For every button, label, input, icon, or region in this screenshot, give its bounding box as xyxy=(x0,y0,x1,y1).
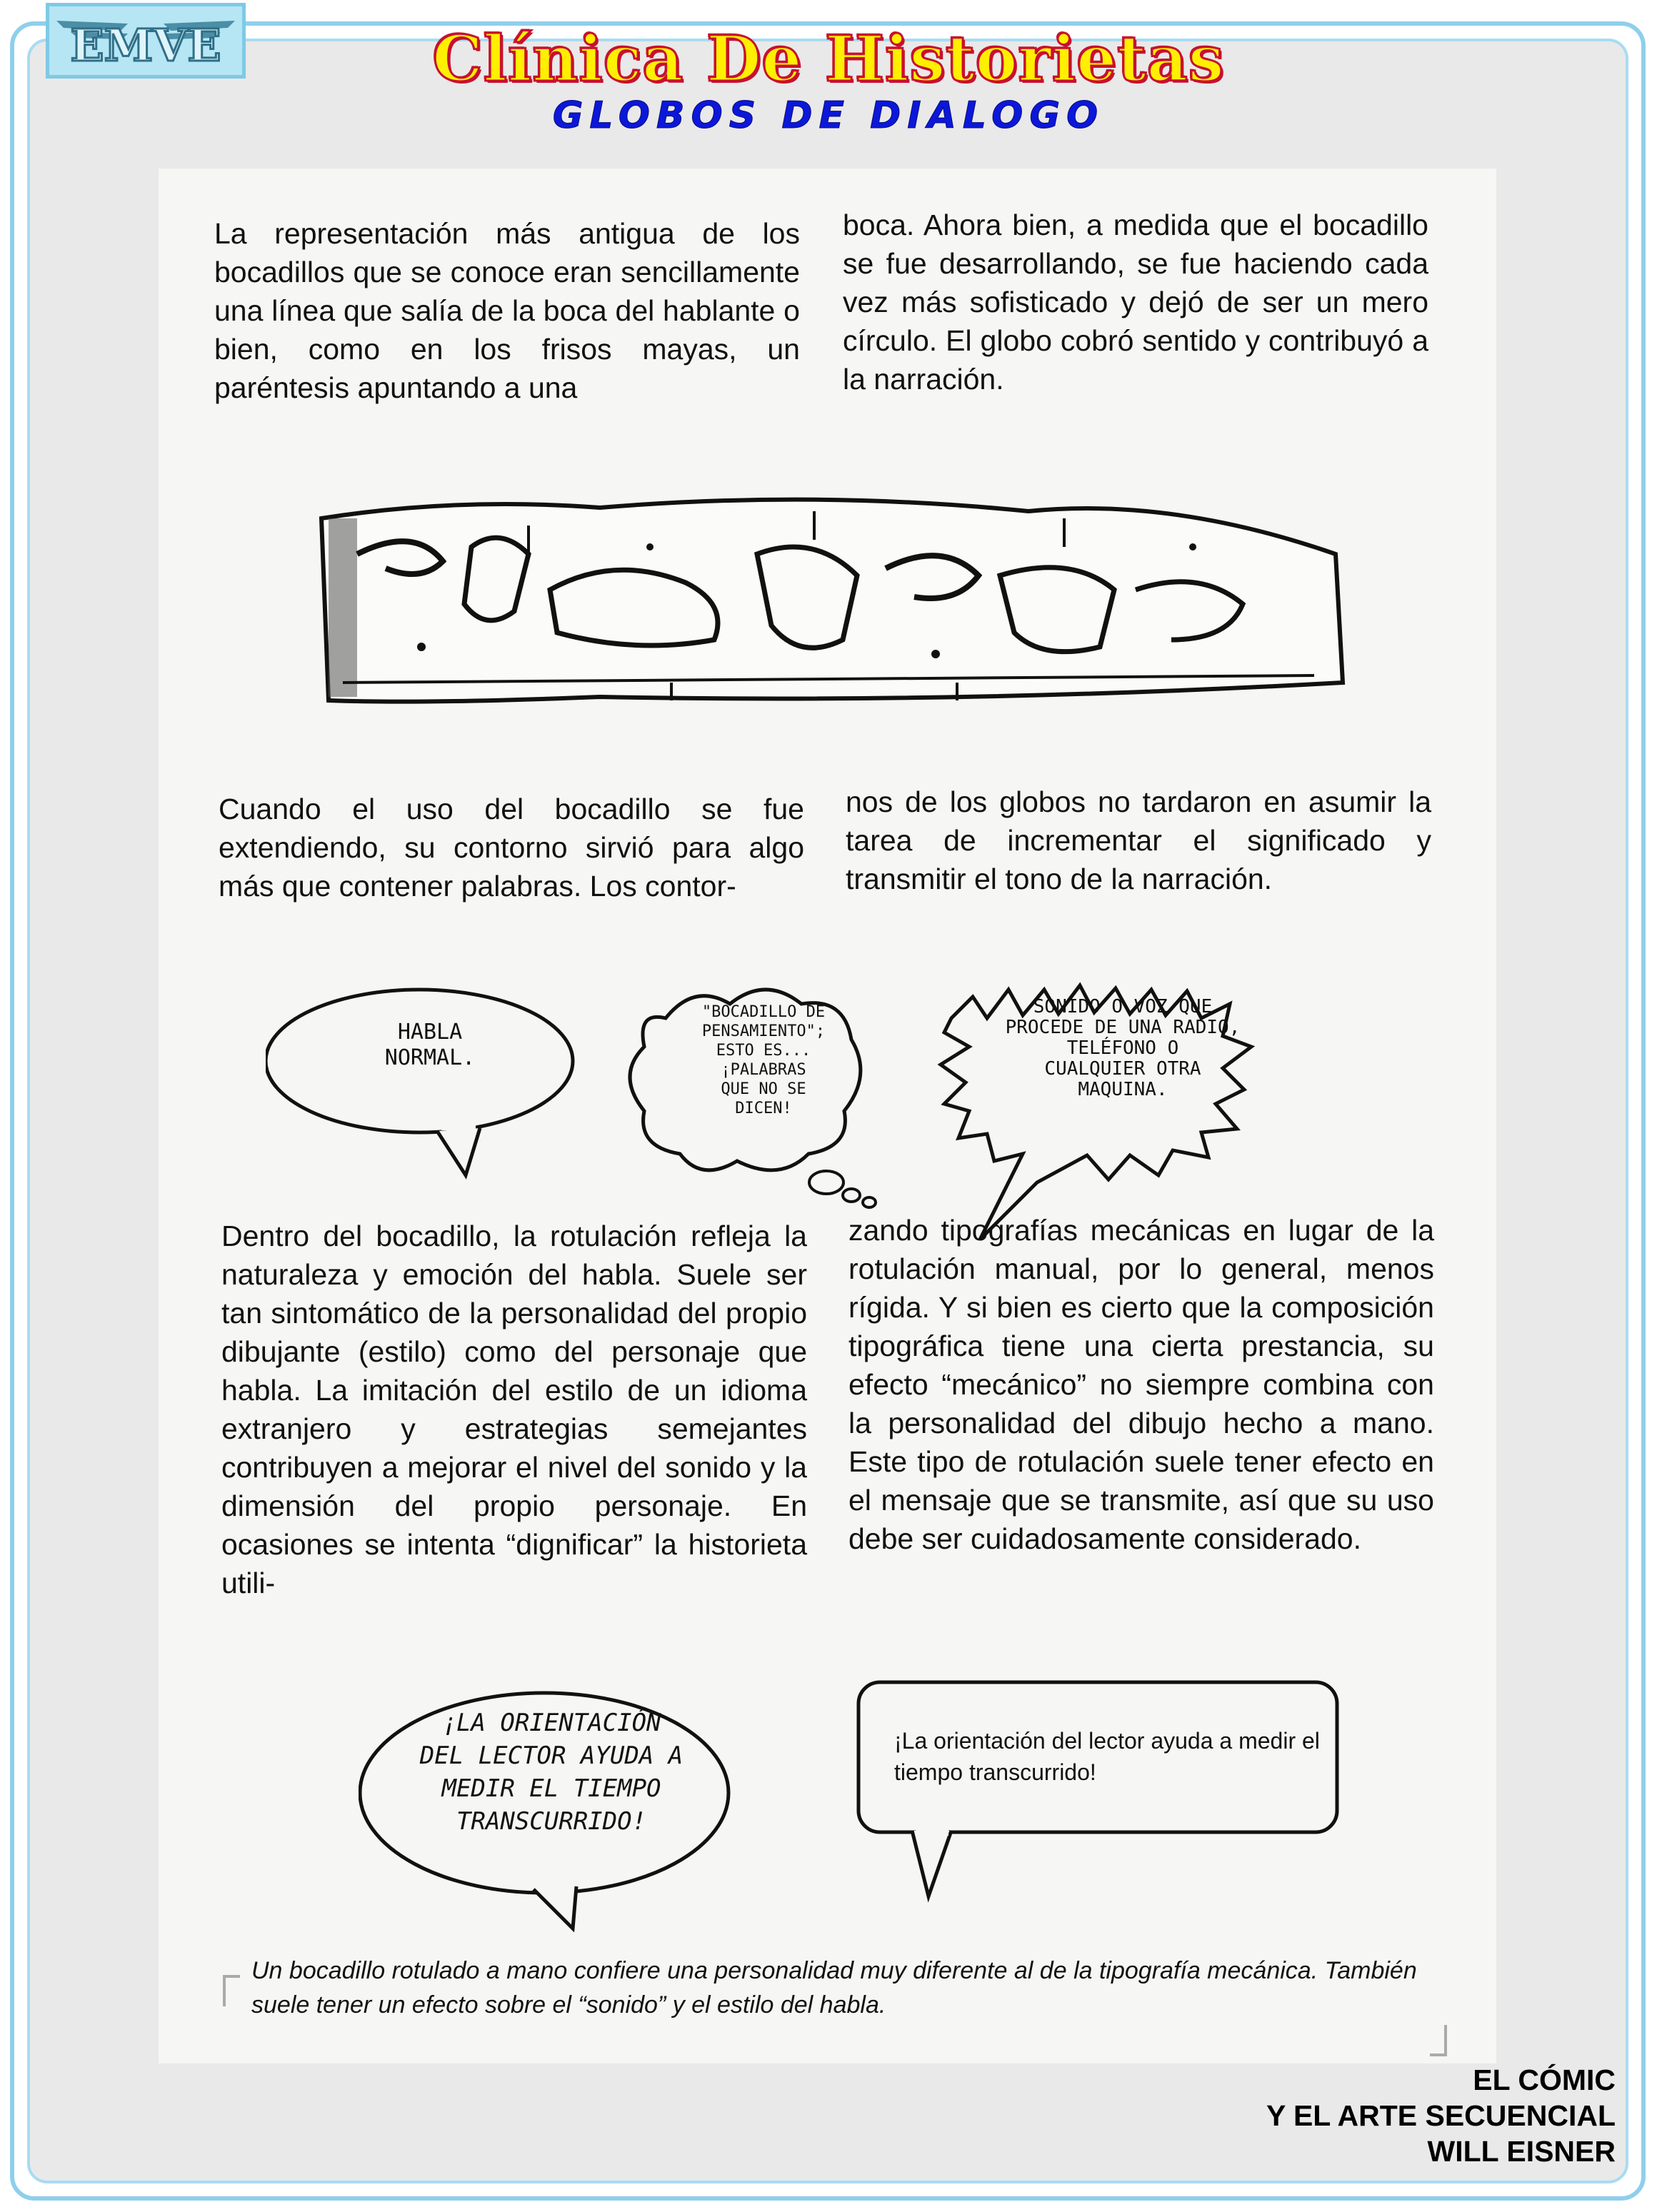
thought-balloon-text: "BOCADILLO DE PENSAMIENTO"; ESTO ES... ¡PALABRAS QUE NO SE DICEN! xyxy=(701,1003,826,1117)
typeset-balloon xyxy=(858,1682,1337,1896)
normal-balloon-text: HABLA NORMAL. xyxy=(384,1020,476,1070)
caption-corner-bottom-right xyxy=(1430,2025,1447,2056)
typeset-text: ¡La orientación del lector ayuda a medir el tiempo transcurrido! xyxy=(894,1728,1320,1785)
paragraph-2-left: Cuando el uso del bocadillo se fue extendiendo, su contorno sirvió para algo más que contener palabras. Los contor- xyxy=(219,793,804,903)
credit-line-3: WILL EISNER xyxy=(1427,2135,1616,2168)
mayan-frieze-illustration xyxy=(314,468,1350,725)
caption-corner-top-left xyxy=(223,1975,240,2006)
book-credit xyxy=(1266,2062,1616,2169)
credit-line-1: EL CÓMIC xyxy=(1473,2063,1616,2096)
paragraph-1-right: boca. Ahora bien, a medida que el bocadillo se fue desarrollando, se fue haciendo cada vez más sofisticado y dejó de ser un mero círculo. El globo cobró sentido y contribuyó a la narración. xyxy=(843,208,1428,396)
paragraph-3-right: zando tipografías mecánicas en lugar de la rotulación manual, por lo general, menos rígida. Y si bien es cierto que la composición tipográfica tiene una cierta prestancia, su efecto “mecánico” no siempre combina con la personalidad del dibujo hecho a mano. Este tipo de rotulación suele tener efecto en el mensaje que se transmite, así que su uso debe ser cuidadosamente considerado. xyxy=(848,1214,1434,1555)
paragraph-3-left: Dentro del bocadillo, la rotulación refleja la naturaleza y emoción del habla. Suele ser tan sintomático de la personalidad del propio dibujante (estilo) como del personaje que habla. La imitación del estilo de un idioma extranjero y estrategias semejantes contribuyen a mejorar el nivel del sonido y la dimensión del propio personaje. En ocasiones se intenta “dignificar” la historieta utili- xyxy=(221,1220,807,1599)
paragraph-1-left: La representación más antigua de los bocadillos que se conoce eran sencillamente una línea que salía de la boca del hablante o bien, como en los frisos mayas, un paréntesis apuntando a una xyxy=(214,217,800,404)
page-title: Clínica De Historietas xyxy=(432,21,1225,96)
hand-lettered-text: ¡LA ORIENTACIÓN DEL LECTOR AYUDA A MEDIR EL TIEMPO TRANSCURRIDO! xyxy=(419,1709,684,1836)
scanned-page xyxy=(159,169,1496,2063)
credit-line-2: Y EL ARTE SECUENCIAL xyxy=(1266,2099,1616,2132)
normal-speech-balloon xyxy=(266,990,573,1175)
paragraph-2-right: nos de los globos no tardaron en asumir la tarea de incrementar el significado y transmitir el tono de la narración. xyxy=(846,785,1431,895)
radio-balloon-text: SONIDO O VOZ QUE PROCEDE DE UNA RADIO, TELÉFONO O CUALQUIER OTRA MAQUINA. xyxy=(1005,996,1241,1100)
logo-text: EMVE xyxy=(70,19,221,71)
figure-caption: Un bocadillo rotulado a mano confiere una personalidad muy diferente al de la tipografía mecánica. También suele tener un efecto sobre el “sonido” y el estilo del habla. xyxy=(251,1957,1417,2019)
page-subtitle: GLOBOS DE DIALOGO xyxy=(552,94,1105,137)
